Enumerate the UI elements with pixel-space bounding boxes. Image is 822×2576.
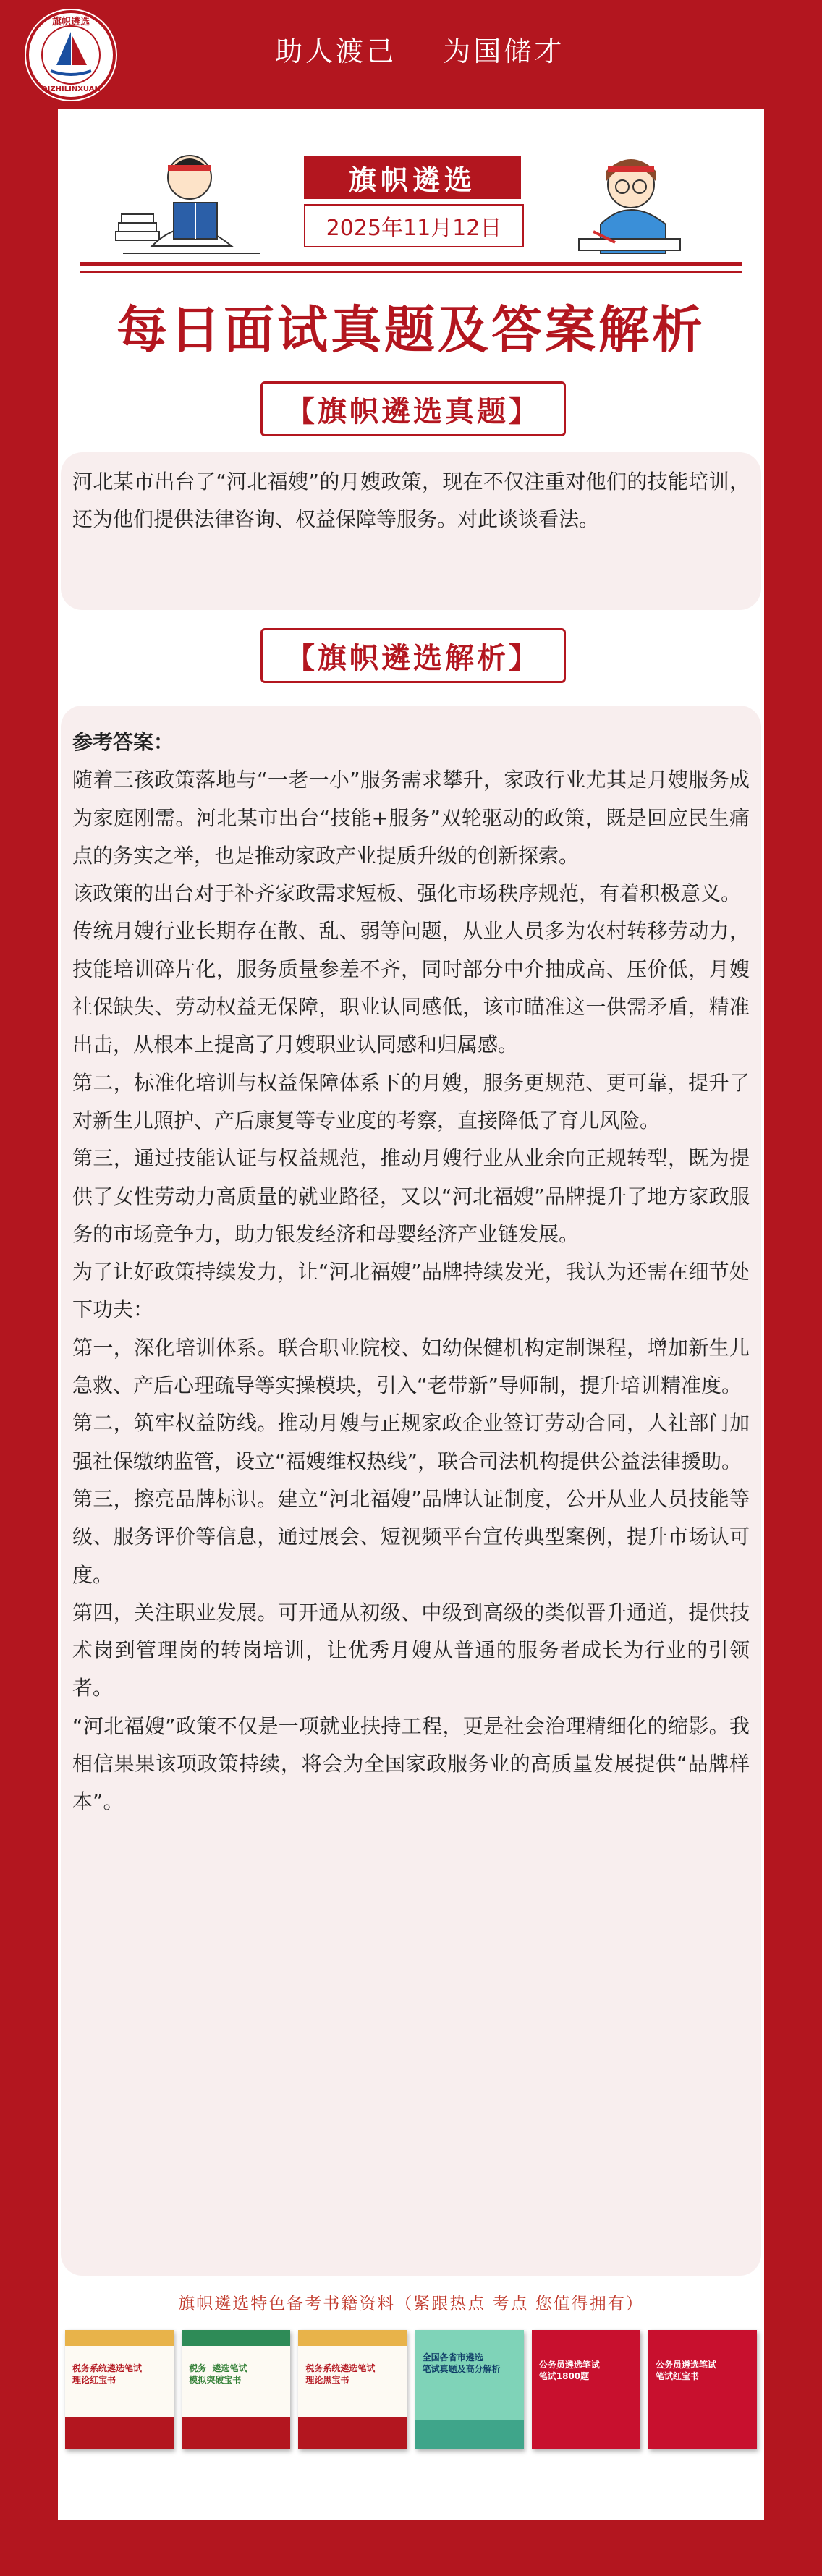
divider-line: [80, 262, 742, 266]
book-title: 公务员遴选笔试 笔试红宝书: [655, 2360, 716, 2381]
book-cover[interactable]: [415, 2330, 524, 2449]
book-title: 税务 遴选笔试 模拟突破宝书: [189, 2363, 247, 2385]
reading-student-illustration: [109, 137, 268, 268]
books-label: 旗帜遴选特色备考书籍资料（紧跟热点 考点 您值得拥有）: [178, 2295, 644, 2313]
date-box: 2025年11月12日: [304, 204, 524, 247]
answer-paragraph: “河北福嫂”政策不仅是一项就业扶持工程，更是社会治理精细化的缩影。我相信果果该项政策持续，将会为全国家政服务业的高质量发展提供“品牌样本”。: [72, 1713, 750, 1814]
book-cover[interactable]: [65, 2330, 174, 2449]
book-cover[interactable]: [182, 2330, 290, 2449]
question-text: 河北某市出台了“河北福嫂”的月嫂政策，现在不仅注重对他们的技能培训，还为他们提供法律咨询、权益保障等服务。对此谈谈看法。: [72, 470, 750, 531]
answer-paragraph: 第二，标准化培训与权益保障体系下的月嫂，服务更规范、更可靠，提升了对新生儿照护、产后康复等专业度的考察，直接降低了育儿风险。: [72, 1070, 750, 1132]
slogan: 助人渡己 为国储才: [275, 35, 565, 67]
svg-text:旗帜遴选: 旗帜遴选: [51, 17, 90, 27]
answer-paragraph: 第四，关注职业发展。可开通从初级、中级到高级的类似晋升通道，提供技术岗到管理岗的转岗培训，让优秀月嫂从普通的服务者成长为行业的引领者。: [72, 1600, 750, 1700]
answer-paragraph: 第三，擦亮品牌标识。建立“河北福嫂”品牌认证制度，公开从业人员技能等级、服务评价等信息，通过展会、短视频平台宣传典型案例，提升市场认可度。: [72, 1486, 750, 1587]
svg-text:QIZHILINXUAN: QIZHILINXUAN: [41, 85, 101, 93]
header: [0, 0, 822, 109]
book-title: 税务系统遴选笔试 理论黑宝书: [305, 2363, 376, 2385]
answer-heading: 参考答案：: [72, 730, 174, 754]
brand-banner: 旗帜遴选: [304, 156, 521, 199]
page-title: 每日面试真题及答案解析: [116, 300, 706, 360]
book-cover[interactable]: [648, 2330, 757, 2449]
answer-paragraph: 随着三孩政策落地与“一老一小”服务需求攀升，家政行业尤其是月嫂服务成为家庭刚需。河北某市出台“技能+服务”双轮驱动的政策，既是回应民生痛点的务实之举，也是推动家政产业提质升级的创新探索。: [72, 768, 750, 868]
answer-paragraph: 该政策的出台对于补齐家政需求短板、强化市场秩序规范，有着积极意义。: [72, 881, 742, 906]
writing-student-illustration: [550, 137, 709, 268]
book-title: 公务员遴选笔试 笔试1800题: [538, 2360, 600, 2381]
answer-paragraph: 第二，筑牢权益防线。推动月嫂与正规家政企业签订劳动合同，人社部门加强社保缴纳监管，设立“福嫂维权热线”，联合司法机构提供公益法律援助。: [72, 1411, 750, 1473]
book-title: 税务系统遴选笔试 理论红宝书: [72, 2363, 143, 2385]
book-cover[interactable]: [532, 2330, 640, 2449]
book-cover[interactable]: [298, 2330, 407, 2449]
answer-paragraph: 第三，通过技能认证与权益规范，推动月嫂行业从业余向正规转型，既为提供了女性劳动力高质量的就业路径，又以“河北福嫂”品牌提升了地方家政服务的市场竞争力，助力银发经济和母婴经济产业链发展。: [72, 1146, 750, 1246]
answer-text: [72, 724, 750, 1821]
question-section-title: 【旗帜遴选真题】: [260, 381, 566, 436]
divider-line: [80, 271, 742, 273]
answer-paragraph: 传统月嫂行业长期存在散、乱、弱等问题，从业人员多为农村转移劳动力，技能培训碎片化，服务质量参差不齐，同时部分中介抽成高、压价低，月嫂社保缺失、劳动权益无保障，职业认同感低，该市瞄准这一供需矛盾，精准出击，从根本上提高了月嫂职业认同感和归属感。: [72, 919, 750, 1057]
answer-paragraph: 第一，深化培训体系。联合职业院校、妇幼保健机构定制课程，增加新生儿急救、产后心理疏导等实操模块，引入“老带新”导师制，提升培训精准度。: [72, 1335, 750, 1398]
book-title: 全国各省市遴选 笔试真题及高分解析: [422, 2352, 501, 2374]
logo: [25, 9, 117, 101]
answer-section-title: 【旗帜遴选解析】: [260, 628, 566, 683]
books-row: [65, 2330, 757, 2453]
answer-paragraph: 为了让好政策持续发力，让“河北福嫂”品牌持续发光，我认为还需在细节处下功夫：: [72, 1260, 750, 1322]
